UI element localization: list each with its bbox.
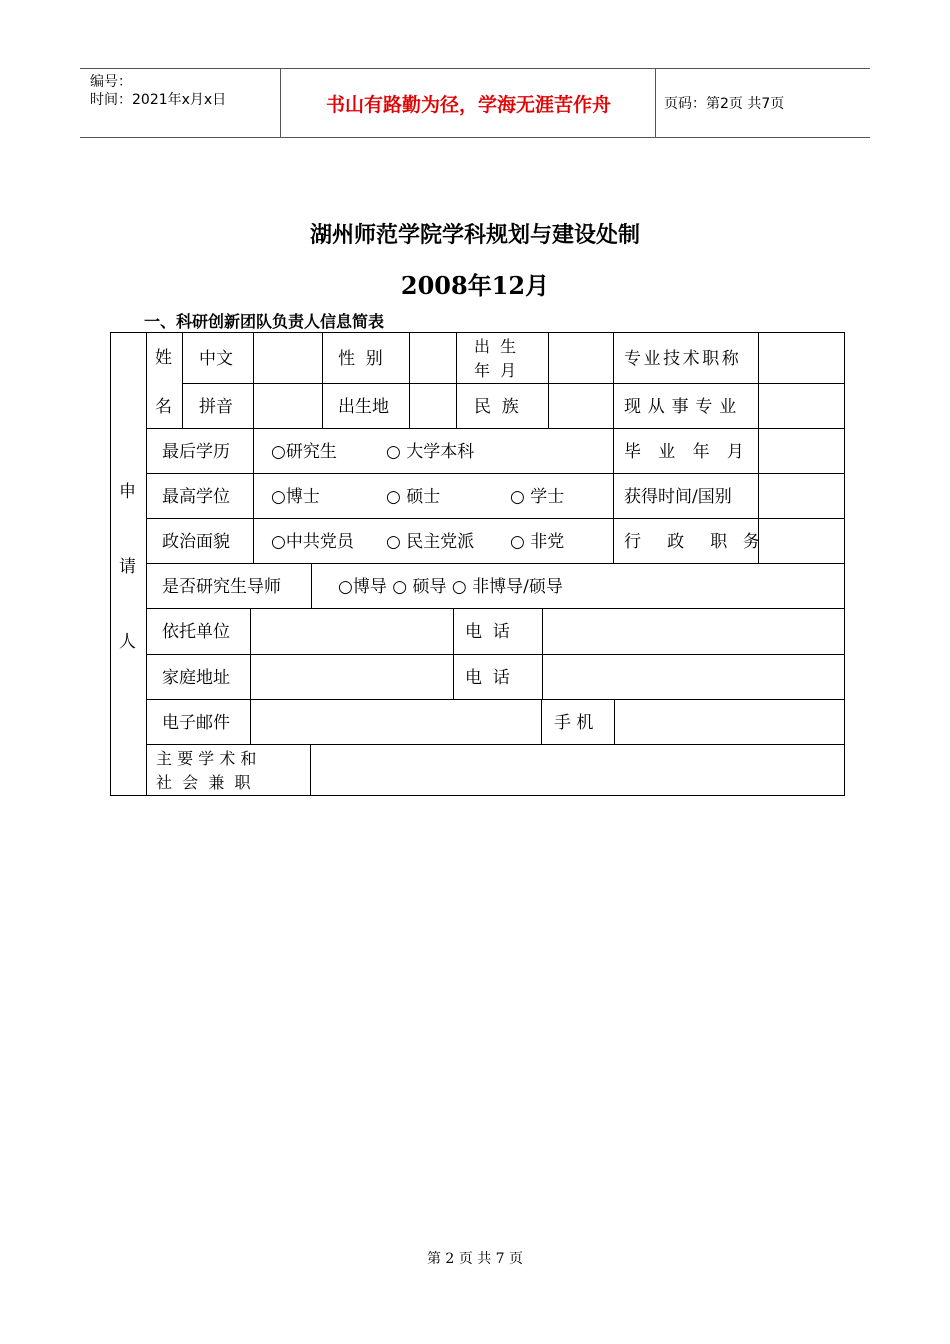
last-education-label: 最后学历 [162,442,230,462]
grid-line [146,428,845,429]
applicant-label: 人 [119,632,136,652]
degree-option-phd[interactable]: ○博士 [271,487,320,507]
grid-line [613,428,614,563]
grid-line [548,332,549,428]
time-label: 时间：2021年x月x日 [90,92,227,108]
grid-line [182,332,183,428]
grid-line [146,332,147,796]
chinese-name-label: 中文 [199,349,233,369]
table-border [110,332,845,333]
degree-time-country-label: 获得时间/国别 [624,487,732,507]
grid-line [613,332,614,428]
birth-date-label: 年 月 [474,361,517,380]
grid-line [253,332,254,428]
gender-label: 性 别 [338,349,383,369]
grid-line [541,699,542,744]
academic-positions-label: 主 要 学 术 和 [156,749,257,768]
pinyin-name-label: 拼音 [199,397,233,417]
page-footer: 第 2 页 共 7 页 [426,1251,524,1267]
grid-line [250,699,251,744]
work-phone-label: 电 话 [465,622,510,642]
political-option-ccp[interactable]: ○中共党员 [271,532,354,552]
applicant-label: 请 [119,557,136,577]
admin-post-label: 行 政 职 务 [624,532,765,552]
home-address-label: 家庭地址 [162,668,230,688]
grid-line [456,332,457,428]
table-border [110,795,845,796]
page-code: 页码：第2页 共7页 [664,96,785,112]
edu-option-bachelor[interactable]: ○ 大学本科 [386,442,475,462]
grid-line [758,332,759,428]
grid-line [146,473,845,474]
political-option-democratic[interactable]: ○ 民主党派 [386,532,475,552]
grid-line [146,744,845,745]
home-phone-label: 电 话 [465,668,510,688]
political-option-nonparty[interactable]: ○ 非党 [510,532,565,552]
section-title: 一、科研创新团队负责人信息简表 [144,312,385,331]
grid-line [310,744,311,795]
motto: 书山有路勤为径，学海无涯苦作舟 [325,93,611,116]
ethnicity-label: 民 族 [474,397,519,417]
highest-degree-label: 最高学位 [162,487,230,507]
grid-line [409,332,410,428]
grid-line [311,563,312,608]
grid-line [250,608,251,699]
mobile-label: 手 机 [554,713,594,733]
grid-line [146,518,845,519]
serial-label: 编号： [90,74,132,90]
birth-date-label: 出 生 [474,337,517,356]
grid-line [182,383,845,384]
affiliation-label: 依托单位 [162,622,230,642]
edu-option-graduate[interactable]: ○研究生 [271,442,337,462]
supervisor-options[interactable]: ○博导 ○ 硕导 ○ 非博导/硕导 [338,577,563,597]
grid-line [322,332,323,428]
academic-positions-label: 社 会 兼 职 [156,773,251,792]
degree-option-bachelor[interactable]: ○ 学士 [510,487,565,507]
table-border [844,332,845,796]
supervisor-question-label: 是否研究生导师 [162,577,281,597]
political-status-label: 政治面貌 [162,532,230,552]
grid-line [614,699,615,744]
table-border [110,332,111,796]
name-label: 姓 [155,348,172,368]
grid-line [146,563,845,564]
name-label: 名 [155,397,172,417]
grid-line [542,608,543,699]
document-date: 2008年12月 [400,271,550,300]
email-label: 电子邮件 [162,713,230,733]
grid-line [253,428,254,563]
professional-title-label: 专业技术职称 [624,349,742,369]
birthplace-label: 出生地 [338,397,389,417]
degree-option-master[interactable]: ○ 硕士 [386,487,441,507]
grid-line [453,608,454,699]
institution-title: 湖州师范学院学科规划与建设处制 [309,223,640,248]
applicant-label: 申 [119,482,136,502]
graduation-date-label: 毕 业 年 月 [624,442,750,462]
current-major-label: 现从事专业 [624,397,743,417]
